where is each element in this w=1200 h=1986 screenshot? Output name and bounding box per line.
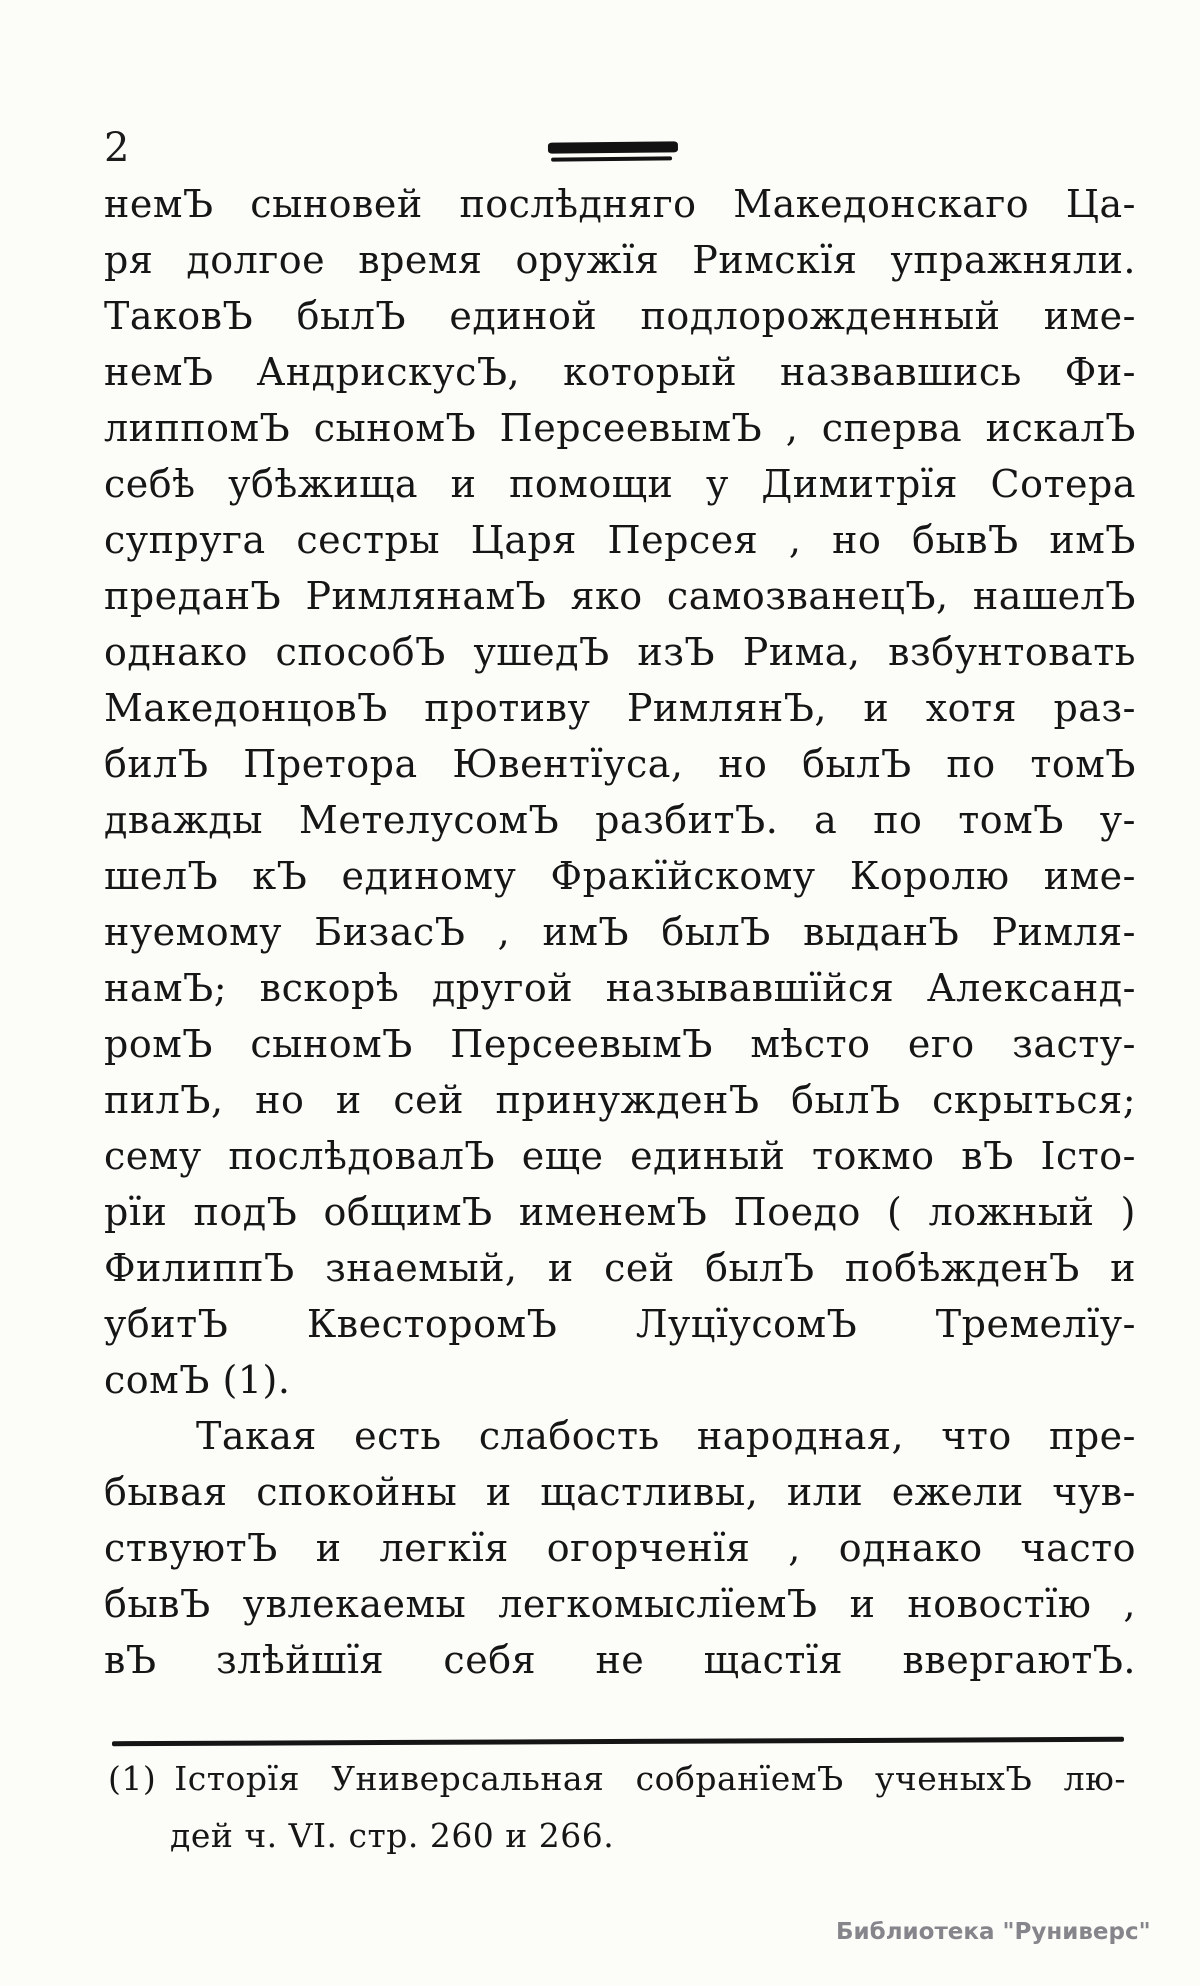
header-ornament-icon [548,141,678,161]
footnote-rule [112,1737,1124,1746]
text-line: МакедонцовЪ противу РимлянЪ, и хотя раз- [104,686,1136,730]
text-line: намЪ; вскорѣ другой называвшїйся Александ- [104,966,1136,1010]
text-line: Такая есть слабость народная, что пре- [196,1414,1136,1458]
text-line: дважды МетелусомЪ разбитЪ. а по томЪ у- [104,798,1136,842]
text-line: немЪ АндрискусЪ, который назвавшись Фи- [104,350,1136,394]
text-line: немЪ сыновей послѣдняго Македонскаго Ца- [104,182,1136,226]
text-line: себѣ убѣжища и помощи у Димитрїя Сотера [104,462,1136,506]
text-line: сомЪ (1). [104,1358,291,1402]
text-line: преданЪ РимлянамЪ яко самозванецЪ, нашелЪ [104,574,1136,618]
text-line: вЪ злѣйшїя себя не щастїя ввергаютЪ. [104,1638,1136,1682]
text-line: убитЪ КвесторомЪ ЛуцїусомЪ Тремелїу- [104,1302,1136,1346]
text-line: рїи подЪ общимЪ именемЪ Поедо ( ложный ) [104,1190,1136,1234]
page-number: 2 [104,125,130,171]
text-line: ствуютЪ и легкїя огорченїя , однако часто [104,1526,1136,1570]
text-line: липпомЪ сыномЪ ПерсеевымЪ , сперва искалЪ [104,406,1136,450]
ornament-bar-thin [551,156,672,161]
text-line: ТаковЪ былЪ единой подлорожденный име- [104,294,1136,338]
footnote-line [108,1750,1126,1807]
footnote [108,1750,1126,1864]
text-line: бывЪ увлекаемы легкомыслїемЪ и новостїю , [104,1582,1136,1626]
footnote-text: Історїя Универсальная собранїемЪ ученыхЪ лю- [174,1759,1126,1798]
text-line: супруга сестры Царя Персея , но бывЪ имЪ [104,518,1136,562]
footnote-line: дей ч. VI. стр. 260 и 266. [170,1816,615,1855]
text-line: бывая спокойны и щастливы, или ежели чув- [104,1470,1136,1514]
text-line: ромЪ сыномЪ ПерсеевымЪ мѣсто его засту- [104,1022,1136,1066]
watermark-credit: Библиотека "Руниверс" [836,1919,1151,1945]
text-line: шелЪ кЪ единому Фракїйскому Королю име- [104,854,1136,898]
text-line: ря долгое время оружїя Римскїя упражняли. [104,238,1136,282]
text-line: билЪ Претора Ювентїуса, но былЪ по томЪ [104,742,1136,786]
text-line: нуемому БизасЪ , имЪ былЪ выданЪ Римля- [104,910,1136,954]
text-block [104,176,1136,1688]
text-line: однако способЪ ушедЪ изЪ Рима, взбунтовать [104,630,1136,674]
ornament-bar-thick [548,141,678,153]
text-line: ФилиппЪ знаемый, и сей былЪ побѣжденЪ и [104,1246,1136,1290]
footnote-marker: (1) [108,1759,157,1798]
text-line: сему послѣдовалЪ еще единый токмо вЪ Істо- [104,1134,1136,1178]
text-line: пилЪ, но и сей принужденЪ былЪ скрыться; [104,1078,1136,1122]
